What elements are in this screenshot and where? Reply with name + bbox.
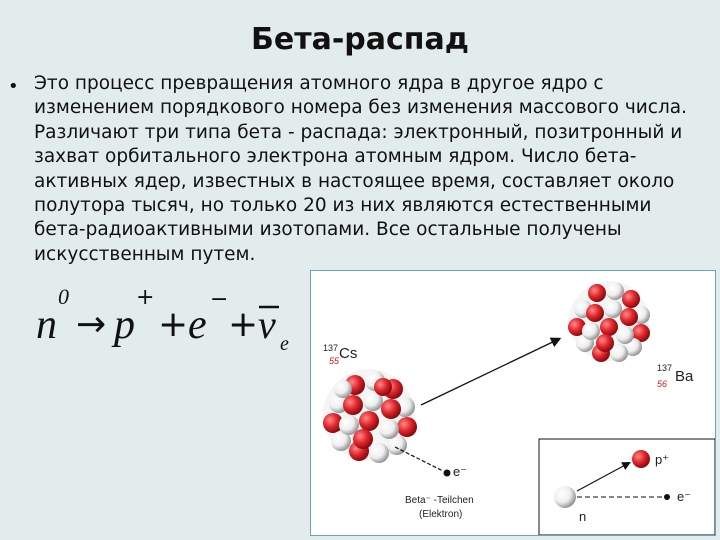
decay-arrow: → [76, 304, 107, 345]
electron-symbol: e [188, 302, 207, 348]
inset-electron-icon [664, 494, 670, 500]
ba-atomic-number: 56 [657, 379, 668, 389]
ba-nucleus-icon [568, 281, 650, 362]
beta-particle-caption: Beta⁻ -Teilchen [405, 495, 474, 506]
proton-charge: + [136, 285, 155, 310]
beta-particle-caption-sub: (Elektron) [419, 509, 463, 520]
plus-sign-2: + [228, 304, 259, 345]
beta-decay-equation [30, 276, 300, 366]
cs-symbol: Cs [339, 345, 358, 362]
antineutrino-subscript: e [280, 333, 289, 355]
emitted-electron-icon [395, 447, 451, 477]
electron-charge: − [210, 287, 229, 312]
bullet-icon: • [8, 76, 19, 97]
ba-symbol: Ba [675, 368, 694, 385]
inset-electron-label: e⁻ [677, 489, 692, 504]
proton-icon [632, 450, 650, 468]
proton-label: p⁺ [655, 452, 670, 467]
neutron-label: n [579, 509, 587, 524]
proton-symbol: p [114, 302, 135, 348]
plus-sign-1: + [158, 304, 189, 345]
slide-title: Бета-распад [251, 22, 469, 57]
cs-mass-number: 137 [323, 343, 339, 353]
antineutrino-symbol: ν [258, 302, 276, 347]
electron-label: e⁻ [453, 464, 468, 479]
bullet-text: Это процесс превращения атомного ядра в другое ядро с изменением порядкового номера без изменения массового числа. Различают три типа бета - распада: электронный, позитронный и захват орбитального электрона атомным ядром. Число бета-активных ядер, известных в настоящее время, составляет около полутора тысяч, но только 20 из них являются естественными бета-радиоактивными изотопами. Все остальные получены искусственным путем. [34, 73, 688, 265]
cs-atomic-number: 55 [329, 356, 340, 366]
cs-nucleus-icon [323, 369, 417, 463]
beta-decay-illustration [310, 270, 716, 536]
transformation-arrow [421, 339, 559, 405]
neutron-symbol: n [36, 302, 57, 348]
ba-mass-number: 137 [657, 363, 673, 373]
neutron-charge: 0 [58, 284, 69, 309]
neutron-icon [554, 486, 576, 508]
